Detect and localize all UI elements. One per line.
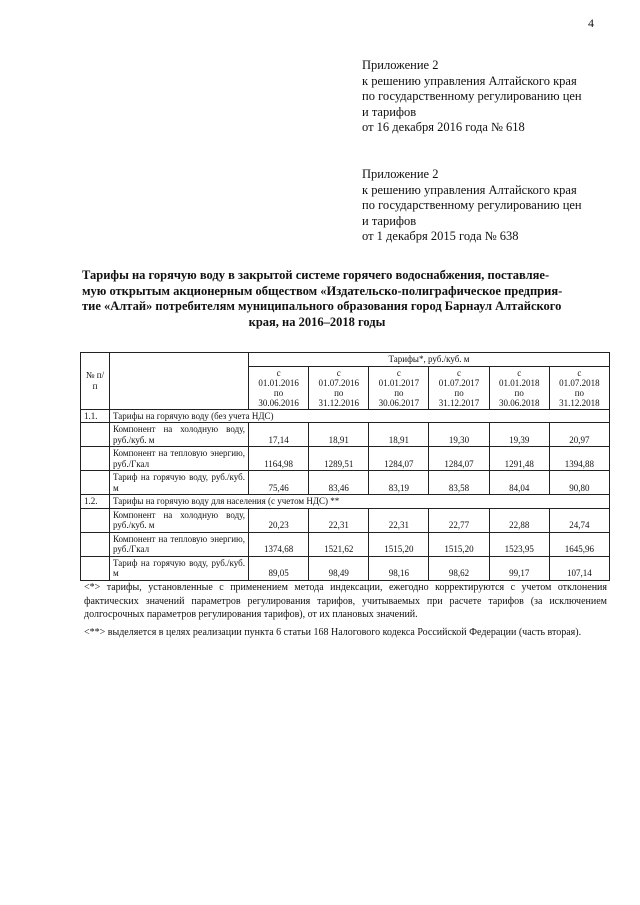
value-cell: 1284,07 [429,447,489,471]
appendix-line: к решению управления Алтайского края [362,182,577,197]
value-cell: 75,46 [249,471,309,495]
period-from: 01.07.2017 [438,377,480,388]
value-cell: 83,19 [369,471,429,495]
period-header [369,366,429,409]
title-line: мую открытым акционерным обществом «Издательско-полиграфическое предприя- [82,283,563,298]
appendix-line: от 16 декабря 2016 года № 618 [362,120,525,134]
period-c: с [457,367,462,378]
footnote: <**> выделяется в целях реализации пункта 6 статьи 168 Налогового кодекса Российской Федерации (часть вторая). [84,626,582,638]
document-title [82,268,592,330]
period-po: по [454,387,464,398]
value-cell: 19,30 [429,423,489,447]
appendix-line: и тарифов [362,213,417,228]
period-to: 30.06.2017 [378,397,420,408]
period-to: 30.06.2018 [498,397,540,408]
value-cell: 90,80 [549,471,609,495]
value-cell: 18,91 [369,423,429,447]
period-po: по [514,387,524,398]
title-line: Тарифы на горячую воду в закрытой системе горячего водоснабжения, поставляе- [82,268,550,282]
value-cell: 18,91 [309,423,369,447]
section-number: 1.1. [81,409,110,423]
section-row [81,409,610,423]
row-number [81,556,110,580]
footnote: <*> тарифы, установленные с применением метода индексации, ежегодно корректируются с учетом отклонения фактических значений параметров регулирования тарифов, учитываемых при расчете тарифов (за исключением долгосрочных параметров регулирования тарифов), от их плановых значений. [84,582,607,620]
section-title: Тарифы на горячую воду (без учета НДС) [110,409,610,423]
period-from: 01.07.2018 [559,377,600,388]
value-cell: 1645,96 [549,532,609,556]
tariff-header: Тарифы*, руб./куб. м [249,353,610,367]
section-row [81,495,610,509]
row-label: Компонент на тепловую энергию, руб./Гкал [110,532,249,556]
value-cell: 1291,48 [489,447,549,471]
period-to: 31.12.2018 [559,397,600,408]
value-cell: 98,49 [309,556,369,580]
period-to: 31.12.2016 [318,397,359,408]
page-number: 4 [588,16,594,30]
period-po: по [574,387,585,398]
table-row [81,532,610,556]
value-cell: 99,17 [489,556,549,580]
value-cell: 1164,98 [249,447,309,471]
period-to: 30.06.2016 [258,397,299,408]
period-header [549,366,609,409]
period-header [489,366,549,409]
value-cell: 1515,20 [369,532,429,556]
row-label: Тариф на горячую воду, руб./куб. м [110,471,249,495]
value-cell: 22,31 [309,508,369,532]
period-c: с [396,367,401,378]
table-row [81,556,610,580]
section-title: Тарифы на горячую воду для населения (с учетом НДС) ** [110,495,610,509]
value-cell: 1284,07 [369,447,429,471]
title-line: края, на 2016–2018 годы [248,314,386,329]
table-row [81,471,610,495]
value-cell: 84,04 [489,471,549,495]
value-cell: 98,16 [369,556,429,580]
name-header [110,353,249,410]
appendix-line: и тарифов [362,104,417,119]
value-cell: 1521,62 [309,532,369,556]
row-number [81,423,110,447]
appendix-line: по государственному регулированию цен [362,89,582,103]
value-cell: 83,58 [429,471,489,495]
value-cell: 89,05 [249,556,309,580]
period-c: с [577,367,582,378]
row-label: Компонент на холодную воду, руб./куб. м [110,508,249,532]
value-cell: 24,74 [549,508,609,532]
value-cell: 20,97 [549,423,609,447]
value-cell: 1289,51 [309,447,369,471]
row-number [81,532,110,556]
value-cell: 19,39 [489,423,549,447]
period-c: с [336,367,341,378]
value-cell: 17,14 [249,423,309,447]
table-row [81,508,610,532]
value-cell: 20,23 [249,508,309,532]
appendix-line: к решению управления Алтайского края [362,73,577,88]
period-po: по [394,387,404,398]
row-label: Компонент на тепловую энергию, руб./Гкал [110,447,249,471]
value-cell: 1523,95 [489,532,549,556]
appendix-line: от 1 декабря 2015 года № 638 [362,229,519,243]
tariff-table [80,352,610,581]
table-row [81,423,610,447]
period-header [309,366,369,409]
period-po: по [273,387,284,398]
value-cell: 22,31 [369,508,429,532]
value-cell: 1374,68 [249,532,309,556]
appendix-line: Приложение 2 [362,58,439,72]
period-from: 01.01.2016 [258,377,299,388]
value-cell: 98,62 [429,556,489,580]
num-header: № п/п [81,353,110,410]
appendix-previous [362,167,582,245]
section-number: 1.2. [81,495,110,509]
appendix-current [362,58,582,136]
period-po: по [334,387,344,398]
value-cell: 1394,88 [549,447,609,471]
value-cell: 22,77 [429,508,489,532]
footnotes [84,581,607,643]
row-label: Компонент на холодную воду, руб./куб. м [110,423,249,447]
row-number [81,508,110,532]
period-to: 31.12.2017 [438,397,480,408]
appendix-line: Приложение 2 [362,167,439,181]
appendix-line: по государственному регулированию цен [362,198,582,212]
row-number [81,471,110,495]
period-c: с [276,367,281,378]
period-c: с [517,367,522,378]
value-cell: 1515,20 [429,532,489,556]
row-label: Тариф на горячую воду, руб./куб. м [110,556,249,580]
title-line: тие «Алтай» потребителям муниципального образования город Барнаул Алтайского [82,299,562,313]
table-row [81,447,610,471]
period-header [429,366,489,409]
row-number [81,447,110,471]
period-from: 01.07.2016 [318,377,359,388]
value-cell: 83,46 [309,471,369,495]
value-cell: 22,88 [489,508,549,532]
value-cell: 107,14 [549,556,609,580]
period-header [249,366,309,409]
period-from: 01.01.2017 [378,377,420,388]
table-header-row [81,353,610,367]
period-from: 01.01.2018 [498,377,540,388]
